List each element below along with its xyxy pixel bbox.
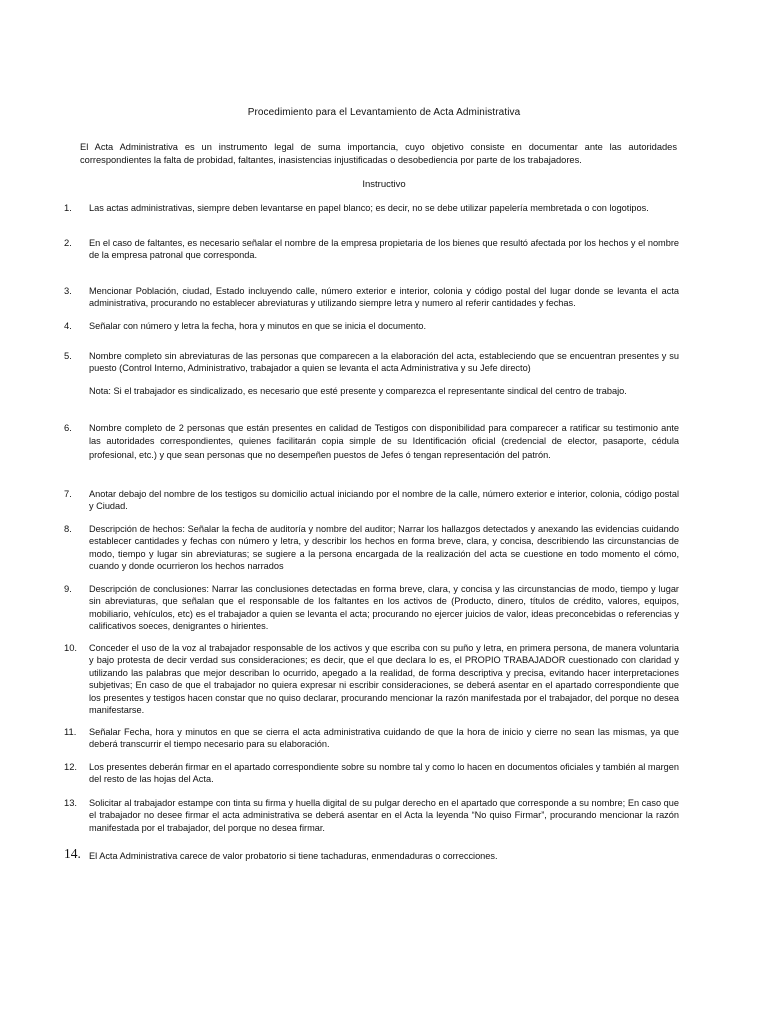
item-number: 13. xyxy=(64,797,78,808)
note-paragraph: Nota: Si el trabajador es sindicalizado, es necesario que esté presente y comparezca el representante sindical del centro de trabajo. xyxy=(89,386,627,396)
item-text: Señalar con número y letra la fecha, hora y minutos en que se inicia el documento. xyxy=(89,321,427,331)
item-text: Mencionar Población, ciudad, Estado incluyendo calle, número exterior e interior, colonia y código postal del lugar donde se levanta el acta administrativa, procurando no establecer abreviaturas y utilizando siempre letra y numero al referir cantidades y fechas. xyxy=(89,286,679,309)
section-subtitle: Instructivo xyxy=(362,179,406,190)
item-number: 9. xyxy=(64,583,72,594)
item-text: En el caso de faltantes, es necesario señalar el nombre de la empresa propietaria de los bienes que resultó afectada por los hechos y el nombre de la empresa patronal que corresponda. xyxy=(89,238,679,261)
item-number: 8. xyxy=(64,523,72,534)
item-number: 5. xyxy=(64,350,72,361)
item-text: Las actas administrativas, siempre deben levantarse en papel blanco; es decir, no se debe utilizar papelería membretada o con logotipos. xyxy=(89,203,649,213)
item-number: 1. xyxy=(64,202,72,213)
item-text: Descripción de conclusiones: Narrar las conclusiones detectadas en forma breve, clara, y concisa y las circunstancias de modo, tiempo y lugar sin abreviaturas, que señalan que el responsable de los faltantes en los activos de (Producto, dinero, títulos de crédito, valores, equipos, mobiliario, vehículos, etc) es el trabajador a quien se levanta el acta; procurando no ejercer juicios de valor, ideas preconcebidas o referencias y calificativos soeces, denigrantes o hirientes. xyxy=(89,584,679,632)
item-text: Solicitar al trabajador estampe con tinta su firma y huella digital de su pulgar derecho en el apartado que corresponde a su nombre; En caso que el trabajador no desee firmar el acta administrativa se deberá asentar en el Acta la leyenda “No quiso Firmar”, procurando mencionar la razón manifestada por el trabajador, del porque no desea firmar. xyxy=(89,798,679,833)
intro-paragraph: El Acta Administrativa es un instrumento legal de suma importancia, cuyo objetivo consiste en documentar ante las autoridades correspondientes la falta de probidad, faltantes, inasistencias injustificadas o desobediencia por parte de los trabajadores. xyxy=(80,142,677,165)
item-number: 11. xyxy=(64,726,77,737)
document-title: Procedimiento para el Levantamiento de Acta Administrativa xyxy=(247,107,521,118)
item-text: Nombre completo sin abreviaturas de las personas que comparecen a la elaboración del acta, estableciendo que se encuentran presentes y su puesto (Control Interno, Administrativo, trabajador a quien se levanta el acta Administrativa y su Jefe directo) xyxy=(89,351,679,374)
item-number: 12. xyxy=(64,761,78,772)
item-text: Anotar debajo del nombre de los testigos su domicilio actual iniciando por el nombre de la calle, número exterior e interior, colonia, código postal y Ciudad. xyxy=(89,489,679,512)
item-text: Nombre completo de 2 personas que están presentes en calidad de Testigos con disponibilidad para comparecer a ratificar su testimonio ante las autoridades correspondientes, quienes facilitarán copia simple de su Identificación oficial (credencial de elector, pasaporte, cédula profesional, etc.) y que sean personas que no desempeñen puestos de Jefes ó tengan representación del patrón. xyxy=(89,423,679,460)
item-text: Los presentes deberán firmar en el apartado correspondiente sobre su nombre tal y como lo hacen en documentos oficiales y también al margen del resto de las hojas del Acta. xyxy=(89,762,679,785)
item-number: 2. xyxy=(64,237,72,248)
item-number: 10. xyxy=(64,642,78,653)
item-number: 3. xyxy=(64,285,72,296)
item-number: 6. xyxy=(64,422,72,433)
item-number: 4. xyxy=(64,320,72,331)
item-text: El Acta Administrativa carece de valor probatorio si tiene tachaduras, enmendaduras o correcciones. xyxy=(89,851,498,861)
item-number: 14. xyxy=(64,846,81,861)
item-number: 7. xyxy=(64,488,72,499)
item-text: Descripción de hechos: Señalar la fecha de auditoría y nombre del auditor; Narrar los hallazgos detectados y anexando las evidencias cuidando establecer cantidades y fechas con número y letra, y describir los hechos en forma breve, clara, y concisa, describiendo las circunstancias de modo, tiempo y lugar sin abreviaturas; se sugiere a la persona encargada de la realización del acta se cuestione en todo momento el cómo, cuando y donde ocurrieron los hechos narrados xyxy=(89,524,679,572)
item-text: Señalar Fecha, hora y minutos en que se cierra el acta administrativa cuidando de que la hora de inicio y cierre no sean las mismas, ya que deberá transcurrir el tiempo necesario para su elaboración. xyxy=(89,727,679,750)
item-text: Conceder el uso de la voz al trabajador responsable de los activos y que escriba con su puño y letra, en primera persona, de manera voluntaria y bajo protesta de decir verdad sus consideraciones; es decir, que el que declara lo es, el PROPIO TRABAJADOR cuestionado con claridad y utilizando las palabras que mejor describan lo ocurrido, apegado a la realidad, de forma descriptiva y precisa, evitando hacer interpretaciones subjetivas; En caso de que el trabajador no quiera expresar ni escribir consideraciones, se deberá asentar en el apartado correspondiente que los presentes y testigos hacen constar que no quiso declarar, procurando mencionar la razón manifestada por el trabajador, del porque no desea manifestarse. xyxy=(89,643,679,716)
